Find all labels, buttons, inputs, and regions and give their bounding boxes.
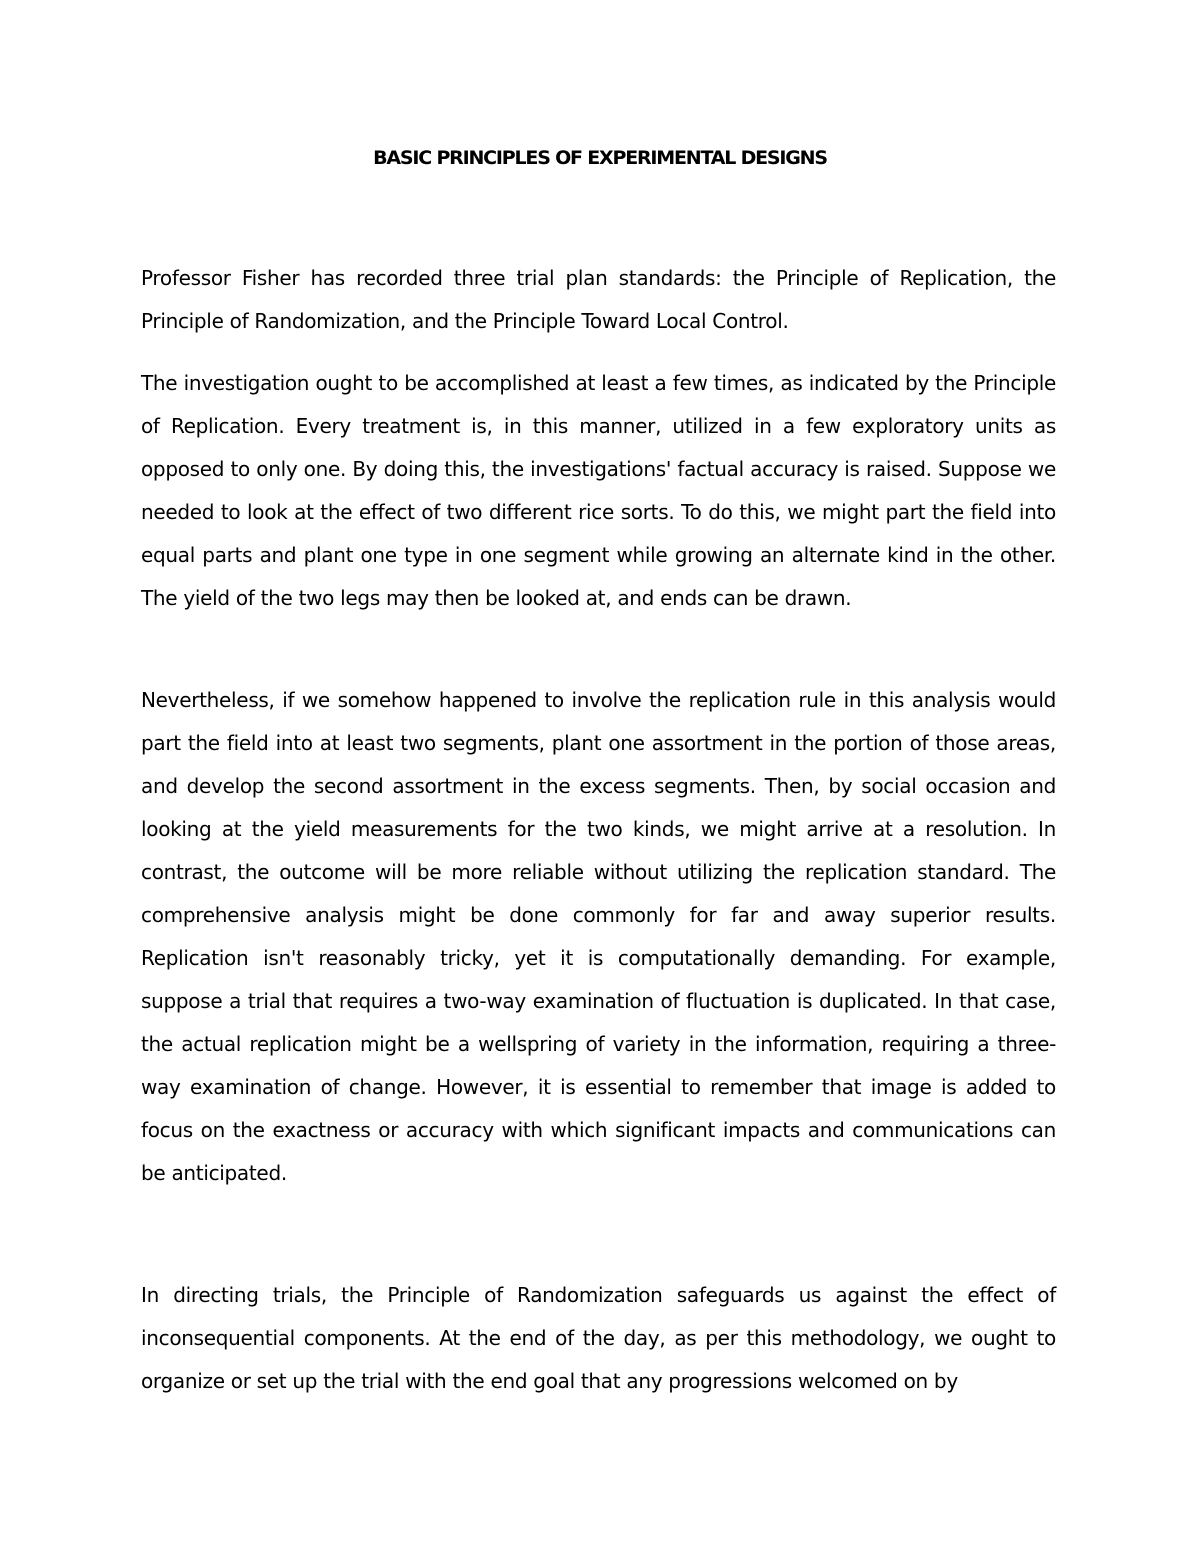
paragraph-replication: The investigation ought to be accomplished at least a few times, as indicated by the Principle of Replication. Every treatment is, in this manner, utilized in a few exploratory units as opposed to only one. By doing this, the investigations' factual accuracy is raised. Suppose we needed to look at the effect of two different rice sorts. To do this, we might part the field into equal parts and plant one type in one segment while growing an alternate kind in the other. The yield of the two legs may then be looked at, and ends can be drawn. bbox=[141, 371, 1056, 610]
paragraph-replication-detail: Nevertheless, if we somehow happened to involve the replication rule in this analysis would part the field into at least two segments, plant one assortment in the portion of those areas, and develop the second assortment in the excess segments. Then, by social occasion and looking at the yield measurements for the two kinds, we might arrive at a resolution. In contrast, the outcome will be more reliable without utilizing the replication standard. The comprehensive analysis might be done commonly for far and away superior results. Replication isn't reasonably tricky, yet it is computationally demanding. For example, suppose a trial that requires a two-way examination of fluctuation is duplicated. In that case, the actual replication might be a wellspring of variety in the information, requiring a three-way examination of change. However, it is essential to remember that image is added to focus on the exactness or accuracy with which significant impacts and communications can be anticipated. bbox=[141, 688, 1056, 1185]
paragraph-intro: Professor Fisher has recorded three trial plan standards: the Principle of Replication, the Principle of Randomization, and the Principle Toward Local Control. bbox=[141, 266, 1056, 333]
paragraph-randomization: In directing trials, the Principle of Randomization safeguards us against the effect of inconsequential components. At the end of the day, as per this methodology, we ought to organize or set up the trial with the end goal that any progressions welcomed on by bbox=[141, 1283, 1056, 1393]
document-title: BASIC PRINCIPLES OF EXPERIMENTAL DESIGNS bbox=[373, 147, 827, 169]
